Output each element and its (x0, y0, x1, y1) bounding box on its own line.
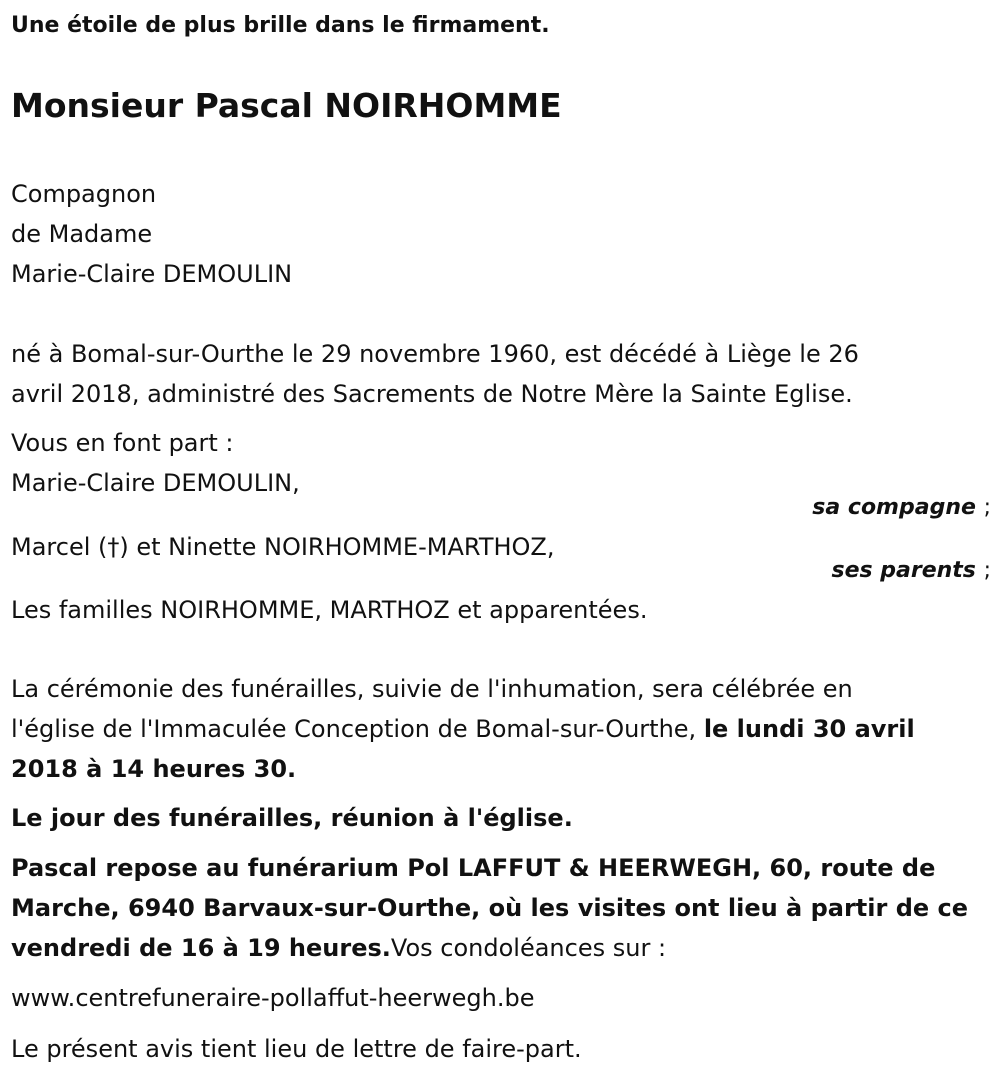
families-line: Les familles NOIRHOMME, MARTHOZ et apparentées. (11, 596, 648, 624)
announcer-relation (831, 551, 991, 591)
birth-death-line-2: avril 2018, administré des Sacrements de Notre Mère la Sainte Eglise. (11, 380, 853, 408)
closing-line: Le présent avis tient lieu de lettre de faire-part. (11, 1035, 582, 1063)
relation-text: ses parents (831, 558, 976, 583)
condolences-intro: Vos condoléances sur : (390, 934, 667, 962)
funerarium-line-1: Pascal repose au funérarium Pol LAFFUT & HEERWEGH, 60, route de (11, 854, 936, 882)
ceremony-line-2 (11, 709, 915, 749)
relation-separator: ; (983, 495, 991, 520)
website-link[interactable]: www.centrefuneraire-pollaffut-heerwegh.be (11, 984, 535, 1012)
meeting-line: Le jour des funérailles, réunion à l'église. (11, 804, 573, 832)
birth-death-line-1: né à Bomal-sur-Ourthe le 29 novembre 1960, est décédé à Liège le 26 (11, 340, 859, 368)
announcers-intro: Vous en font part : (11, 429, 234, 457)
tagline: Une étoile de plus brille dans le firmament. (11, 13, 550, 38)
announcer-name: Marie-Claire DEMOULIN, (11, 469, 300, 497)
companion-line-2: de Madame (11, 220, 153, 248)
ceremony-time: 2018 à 14 heures 30. (11, 755, 297, 783)
ceremony-date: le lundi 30 avril (703, 715, 915, 743)
ceremony-line-1: La cérémonie des funérailles, suivie de l'inhumation, sera célébrée en (11, 675, 853, 703)
ceremony-place: l'église de l'Immaculée Conception de Bomal-sur-Ourthe, (11, 715, 704, 743)
deceased-name: Monsieur Pascal NOIRHOMME (11, 86, 562, 125)
announcer-relation (812, 488, 991, 528)
announcer-name: Marcel (†) et Ninette NOIRHOMME-MARTHOZ, (11, 533, 555, 561)
funerarium-line-2: Marche, 6940 Barvaux-sur-Ourthe, où les visites ont lieu à partir de ce (11, 894, 969, 922)
companion-line-3: Marie-Claire DEMOULIN (11, 260, 293, 288)
visiting-hours: vendredi de 16 à 19 heures. (11, 934, 391, 962)
relation-separator: ; (983, 558, 991, 583)
relation-text: sa compagne (812, 495, 976, 520)
funerarium-line-3 (11, 928, 666, 968)
companion-line-1: Compagnon (11, 180, 157, 208)
